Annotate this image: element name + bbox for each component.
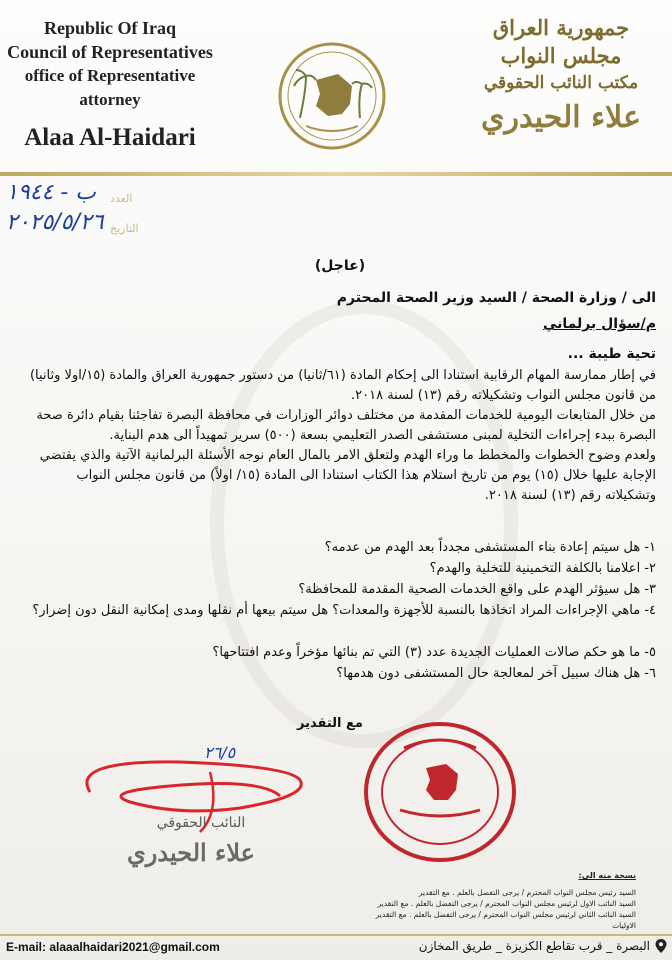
representative-name-ar: علاء الحيدري (481, 100, 641, 135)
country-name-en: Republic Of Iraq (43, 18, 176, 38)
footer-divider (0, 934, 672, 936)
council-name-en: Council of Representatives (7, 42, 213, 62)
questions-list (26, 538, 656, 685)
closing-regards: مع التقدير (297, 716, 363, 731)
council-name-ar: مجلس النواب (500, 43, 622, 68)
question-item: ٦- هل هناك سبيل آخر لمعالجة حال المستشفى دون هدمها؟ (336, 666, 656, 681)
header-divider (0, 172, 672, 176)
reference-number: ب - ١٩٤٤ (6, 180, 96, 205)
paragraph: في إطار ممارسة المهام الرقابية استنادا الى إحكام المادة (٦١/ثانيا) من دستور جمهورية العراق والمادة (١٥/اولا وثانيا) من قانون مجلس النواب وتشكيلاته رقم (١٣) لسنة ٢٠١٨. (29, 368, 656, 403)
official-stamp-icon (360, 718, 520, 866)
paragraph: ولعدم وضوح الخطوات والمخطط ما وراء الهدم ولتعلق الامر بالمال العام نوجه الأسئلة البرلمانية الآتية والذي يقتضي الإجابة عليها خلال (١٥) يوم من تاريخ استلام هذا الكتاب استنادا الى المادة (١٥/ اولاً) من قانون مجلس النواب وتشكيلاته رقم (١٣) لسنة ٢٠١٨. (39, 448, 656, 503)
copies-list (336, 870, 636, 931)
location-pin-icon (654, 938, 668, 954)
greeting: تحية طيبة ... (567, 346, 656, 362)
question-item: ٥- ما هو حكم صالات العمليات الجديدة عدد (٣) التي تم بنائها مؤخراً وعدم افتتاحها؟ (212, 645, 656, 660)
copy-item: الاوليات (612, 921, 636, 930)
copy-item: السيد النائب الاول لرئيس مجلس النواب المحترم / يرجى التفضل بالعلم . مع التقدير (377, 899, 636, 908)
letterhead-english (0, 16, 220, 158)
urgent-label: (عاجل) (314, 258, 366, 274)
country-name-ar: جمهورية العراق (492, 15, 630, 40)
question-item: ٢- اعلامنا بالكلفة التخمينية للتخلية والهدم؟ (429, 561, 656, 576)
signatory-name: علاء الحيدري (127, 838, 255, 867)
question-item: ٤- ماهي الإجراءات المراد اتخاذها بالنسبة للأجهزة والمعدات؟ هل سيتم بيعها أم نقلها ومدى إمكانية النقل دون إضرار؟ (32, 603, 656, 618)
signatory-title: النائب الحقوقي (156, 815, 246, 831)
copies-heading: نسخة منه الى: (578, 871, 636, 880)
number-label: العدد (110, 192, 133, 205)
copy-item: السيد النائب الثاني لرئيس مجلس النواب المحترم / يرجى التفضل بالعلم . مع التقدير (375, 910, 636, 919)
reference-values (6, 178, 104, 238)
letterhead-arabic (456, 14, 666, 140)
question-item: ٣- هل سيؤثر الهدم على واقع الخدمات الصحية المقدمة للمحافظة؟ (298, 582, 656, 597)
letter-paragraphs (26, 366, 656, 506)
representative-name-en: Alaa Al-Haidari (24, 124, 196, 151)
office-name-ar: مكتب النائب الحقوقي (483, 73, 639, 93)
council-emblem-icon (276, 40, 388, 152)
subject-line: م/سؤال برلماني (542, 316, 656, 332)
copy-item: السيد رئيس مجلس النواب المحترم / يرجى التفضل بالعلم . مع التقدير (418, 888, 636, 897)
office-name-en: office of Representative attorney (24, 66, 196, 109)
question-item: ١- هل سيتم إعادة بناء المستشفى مجدداً بعد الهدم من عدمه؟ (324, 540, 656, 555)
footer-address: البصرة _ قرب تقاطع الكزيزة _ طريق المخازن (418, 939, 650, 953)
reference-labels (110, 184, 170, 244)
reference-date: ٢٠٢٥/٥/٢٦ (6, 210, 104, 235)
footer-email: E-mail: alaaalhaidari2021@gmail.com (6, 940, 220, 954)
paragraph: من خلال المتابعات اليومية للخدمات المقدمة من مختلف دوائر الوزارات في محافظة البصرة تفاجئنا بقيام دائرة صحة البصرة ببدء إجراءات التخلية لمبنى مستشفى الصدر التعليمي بسعة (٥٠٠) سرير تمهيداً الى هدم البناية. (36, 408, 656, 443)
date-label: التاريخ (110, 222, 139, 235)
signature-date: ٢٦/٥ (204, 743, 236, 762)
recipient-line: الى / وزارة الصحة / السيد وزير الصحة المحترم (336, 290, 656, 306)
